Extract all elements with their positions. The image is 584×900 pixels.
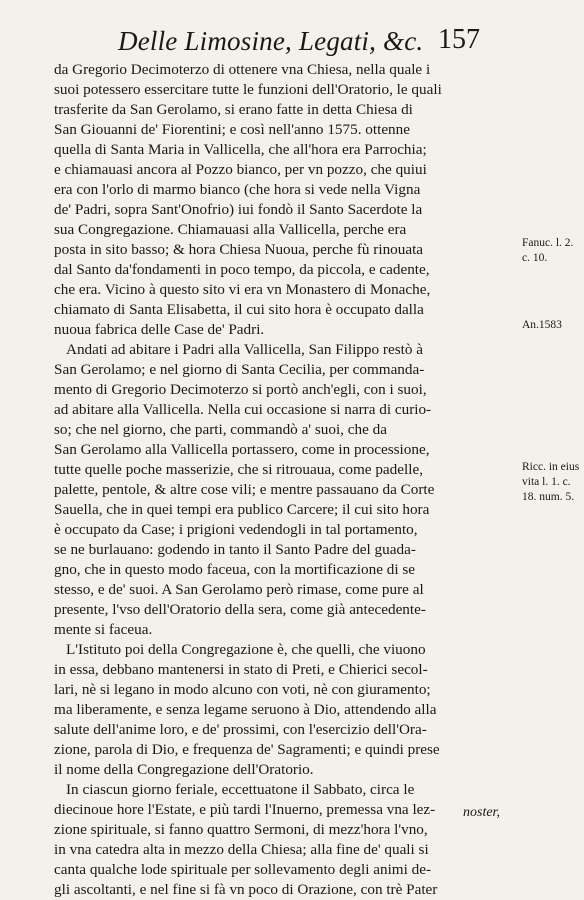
catchword: noster,	[463, 805, 500, 820]
text-line: presente, l'vso dell'Oratorio della sera, come già antecedente-	[54, 601, 426, 618]
text-line: diecinoue hore l'Estate, e più tardi l'Inuerno, premessa vna lez-	[54, 801, 436, 818]
text-line: ma liberamente, e senza legame seruono à Dio, attendendo alla	[54, 701, 437, 718]
text-line: San Gerolamo alla Vallicella portassero, come in processione,	[54, 441, 430, 458]
body-text	[54, 60, 516, 900]
text-line: lari, nè si legano in modo alcuno con voti, nè con giuramento;	[54, 681, 431, 698]
text-line: Andati ad abitare i Padri alla Vallicella, San Filippo restò à	[66, 341, 423, 358]
text-line: palette, pentole, & altre cose vili; e mentre passauano da Corte	[54, 481, 435, 498]
running-title: Delle Limosine, Legati, &c.	[118, 26, 424, 56]
text-line: L'Istituto poi della Congregazione è, che quelli, che viuono	[66, 641, 426, 658]
text-line: zione spirituale, si fanno quattro Sermoni, di mezz'hora l'vno,	[54, 821, 428, 838]
text-line: so; che nel giorno, che parti, commandò a' suoi, che da	[54, 421, 387, 438]
margin-note-fanuc: Fanuc. l. 2. c. 10.	[522, 237, 574, 264]
text-line: de' Padri, sopra Sant'Onofrio) iui fondò il Santo Sacerdote la	[54, 201, 423, 218]
text-line: trasferite da San Gerolamo, si erano fatte in detta Chiesa di	[54, 101, 413, 118]
text-line: sua Congregazione. Chiamauasi alla Vallicella, perche era	[54, 221, 407, 238]
text-line: e chiamauasi ancora al Pozzo bianco, per vn pozzo, che quiui	[54, 161, 427, 178]
text-line: mento di Gregorio Decimoterzo si portò anch'egli, con i suoi,	[54, 381, 427, 398]
text-line: ad abitare alla Vallicella. Nella cui occasione si narra di curio-	[54, 401, 432, 418]
text-line: da Gregorio Decimoterzo di ottenere vna Chiesa, nella quale i	[54, 61, 431, 78]
text-line: tutte quelle poche masserizie, che si ritrouaua, come padelle,	[54, 461, 423, 478]
text-line: gno, che in questo modo faceua, con la mortificazione di se	[54, 561, 415, 578]
margin-note-ricc: Ricc. in eius vita l. 1. c. 18. num. 5.	[522, 461, 580, 503]
text-line: il nome della Congregazione dell'Oratorio.	[54, 761, 314, 778]
text-line: suoi potessero essercitare tutte le funzioni dell'Oratorio, le quali	[54, 81, 442, 98]
text-line: gli ascoltanti, e nel fine si fà vn poco di Orazione, con trè Pater	[54, 881, 438, 898]
text-line: Sauella, che in quei tempi era publico Carcere; il cui sito hora	[54, 501, 430, 518]
text-line: canta qualche lode spirituale per sollevamento degli animi de-	[54, 861, 432, 878]
text-line: mente si faceua.	[54, 621, 153, 638]
text-line: se ne burlauano: godendo in tanto il Santo Padre del guada-	[54, 541, 416, 558]
text-line: quella di Santa Maria in Vallicella, che all'hora era Parrochia;	[54, 141, 427, 158]
text-line: San Gerolamo; e nel giorno di Santa Cecilia, per commanda-	[54, 361, 425, 378]
page-number: 157	[438, 24, 480, 55]
text-line: è occupato da Case; i prigioni vedendogli in tal portamento,	[54, 521, 418, 538]
text-line: San Giouanni de' Fiorentini; e così nell'anno 1575. ottenne	[54, 121, 410, 138]
text-line: in vna catedra alta in mezzo della Chiesa; alla fine de' quali si	[54, 841, 429, 858]
text-line: zione, parola di Dio, e frequenza de' Sagramenti; e quindi prese	[54, 741, 440, 758]
text-line: posta in sito basso; & hora Chiesa Nuoua, perche fù rinouata	[54, 241, 424, 258]
text-line: era con l'orlo di marmo bianco (che hora si vede nella Vigna	[54, 181, 421, 198]
text-line: che era. Vicino à questo sito vi era vn Monastero di Monache,	[54, 281, 431, 298]
text-line: in essa, debbano mantenersi in stato di Preti, e Chierici secol-	[54, 661, 428, 678]
text-line: chiamato di Santa Elisabetta, il cui sito hora è occupato dalla	[54, 301, 424, 318]
text-line: stesso, e de' suoi. A San Gerolamo però rimase, come pure al	[54, 581, 424, 598]
margin-note-year: An.1583	[522, 319, 562, 331]
text-line: nuoua fabrica delle Case de' Padri.	[54, 321, 265, 338]
text-line: dal Santo da'fondamenti in poco tempo, da piccola, e cadente,	[54, 261, 430, 278]
text-line: In ciascun giorno feriale, eccettuatone il Sabbato, circa le	[66, 781, 415, 798]
text-line: salute dell'anime loro, e de' prossimi, con l'esercizio dell'Ora-	[54, 721, 427, 738]
